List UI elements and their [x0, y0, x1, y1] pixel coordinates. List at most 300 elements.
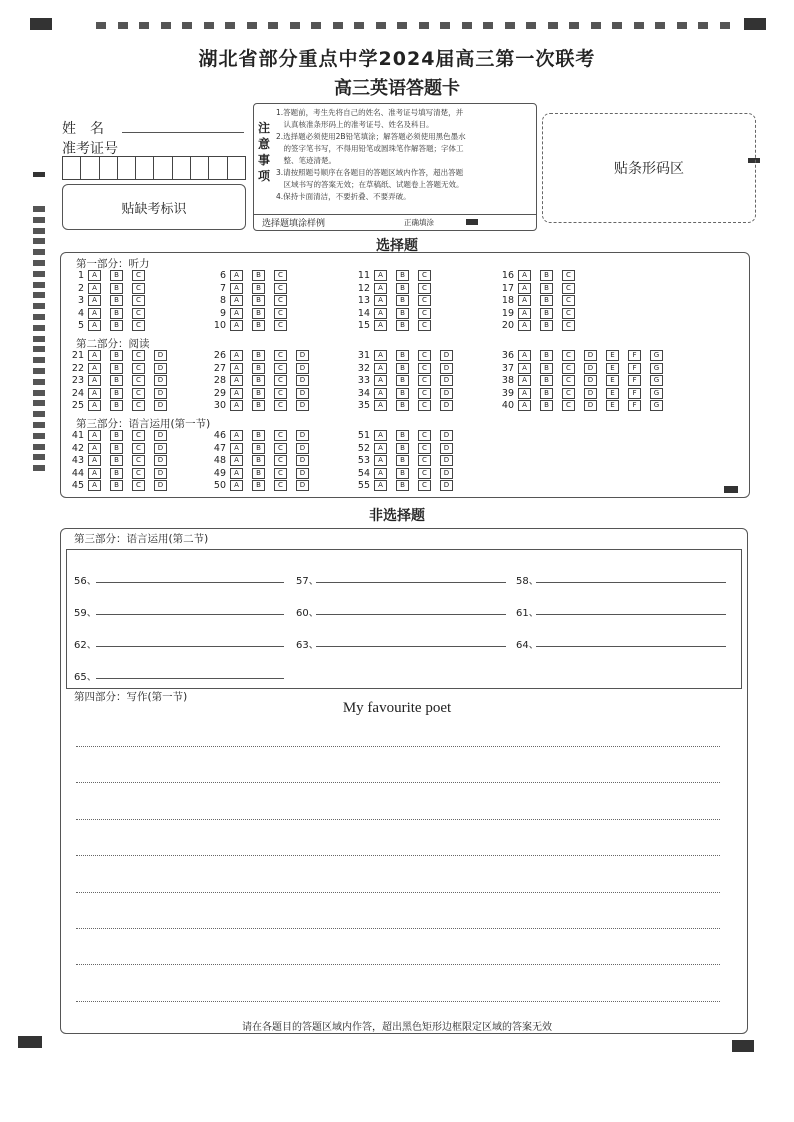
option-A-bubble[interactable]: A: [374, 320, 387, 331]
option-C-bubble[interactable]: C: [132, 430, 145, 441]
option-A-bubble[interactable]: A: [88, 480, 101, 491]
option-C-bubble[interactable]: C: [418, 455, 431, 466]
option-C-bubble[interactable]: C: [274, 308, 287, 319]
option-C-bubble[interactable]: C: [274, 375, 287, 386]
option-C-bubble[interactable]: C: [274, 363, 287, 374]
option-A-bubble[interactable]: A: [88, 270, 101, 281]
option-B-bubble[interactable]: B: [396, 480, 409, 491]
option-B-bubble[interactable]: B: [110, 283, 123, 294]
essay-line[interactable]: [76, 819, 720, 820]
option-D-bubble[interactable]: D: [584, 388, 597, 399]
timing-mark: [33, 260, 45, 266]
option-D-bubble[interactable]: D: [154, 480, 167, 491]
option-B-bubble[interactable]: B: [252, 363, 265, 374]
timing-mark: [655, 22, 665, 29]
option-C-bubble[interactable]: C: [562, 400, 575, 411]
option-A-bubble[interactable]: A: [230, 455, 243, 466]
option-D-bubble[interactable]: D: [296, 363, 309, 374]
option-C-bubble[interactable]: C: [418, 363, 431, 374]
option-C-bubble[interactable]: C: [132, 400, 145, 411]
option-C-bubble[interactable]: C: [132, 295, 145, 306]
question-number: 53: [357, 455, 370, 467]
option-D-bubble[interactable]: D: [584, 400, 597, 411]
option-A-bubble[interactable]: A: [518, 363, 531, 374]
essay-line[interactable]: [76, 782, 720, 783]
option-D-bubble[interactable]: D: [296, 468, 309, 479]
question-number: 41: [71, 430, 84, 441]
option-A-bubble[interactable]: A: [88, 363, 101, 374]
question-number: 42: [71, 442, 84, 454]
option-D-bubble[interactable]: D: [584, 350, 597, 361]
option-C-bubble[interactable]: C: [274, 400, 287, 411]
option-A-bubble[interactable]: A: [230, 283, 243, 294]
blank-64-field[interactable]: [536, 646, 726, 647]
blank-64-label: 64、: [516, 640, 539, 651]
option-B-bubble[interactable]: B: [110, 468, 123, 479]
option-C-bubble[interactable]: C: [132, 375, 145, 386]
option-B-bubble[interactable]: B: [252, 295, 265, 306]
question-number: 54: [357, 467, 370, 479]
question-number: 8: [219, 295, 226, 307]
option-A-bubble[interactable]: A: [230, 375, 243, 386]
option-B-bubble[interactable]: B: [110, 388, 123, 399]
option-D-bubble[interactable]: D: [296, 388, 309, 399]
option-A-bubble[interactable]: A: [374, 283, 387, 294]
option-D-bubble[interactable]: D: [154, 350, 167, 361]
option-A-bubble[interactable]: A: [374, 308, 387, 319]
corner-mark-bottom-left: [18, 1036, 42, 1048]
option-A-bubble[interactable]: A: [518, 388, 531, 399]
option-C-bubble[interactable]: C: [418, 430, 431, 441]
option-D-bubble[interactable]: D: [440, 443, 453, 454]
option-D-bubble[interactable]: D: [296, 443, 309, 454]
option-B-bubble[interactable]: B: [252, 480, 265, 491]
option-B-bubble[interactable]: B: [396, 363, 409, 374]
option-C-bubble[interactable]: C: [418, 270, 431, 281]
option-C-bubble[interactable]: C: [418, 283, 431, 294]
option-C-bubble[interactable]: C: [418, 350, 431, 361]
option-C-bubble[interactable]: C: [562, 320, 575, 331]
option-C-bubble[interactable]: C: [274, 468, 287, 479]
blank-57-field[interactable]: [316, 582, 506, 583]
option-A-bubble[interactable]: A: [518, 320, 531, 331]
option-D-bubble[interactable]: D: [296, 400, 309, 411]
option-A-bubble[interactable]: A: [88, 308, 101, 319]
option-B-bubble[interactable]: B: [110, 308, 123, 319]
question-number: 33: [357, 375, 370, 387]
option-D-bubble[interactable]: D: [440, 455, 453, 466]
option-A-bubble[interactable]: A: [374, 468, 387, 479]
option-B-bubble[interactable]: B: [110, 430, 123, 441]
option-B-bubble[interactable]: B: [396, 308, 409, 319]
corner-mark-top-right: [744, 18, 766, 30]
option-C-bubble[interactable]: C: [418, 295, 431, 306]
option-B-bubble[interactable]: B: [540, 388, 553, 399]
option-B-bubble[interactable]: B: [252, 388, 265, 399]
blank-56-field[interactable]: [96, 582, 284, 583]
timing-mark: [569, 22, 579, 29]
question-number: 34: [357, 387, 370, 399]
option-B-bubble[interactable]: B: [396, 388, 409, 399]
option-C-bubble[interactable]: C: [274, 443, 287, 454]
option-B-bubble[interactable]: B: [110, 363, 123, 374]
option-A-bubble[interactable]: A: [374, 270, 387, 281]
question-number: 30: [213, 400, 226, 412]
question-34: [354, 388, 462, 400]
option-C-bubble[interactable]: C: [418, 375, 431, 386]
option-B-bubble[interactable]: B: [396, 375, 409, 386]
name-field[interactable]: [122, 132, 244, 133]
question-46: [210, 430, 318, 442]
blank-60-field[interactable]: [316, 614, 506, 615]
timing-mark: [225, 22, 235, 29]
option-B-bubble[interactable]: B: [252, 443, 265, 454]
option-B-bubble[interactable]: B: [540, 400, 553, 411]
option-B-bubble[interactable]: B: [110, 375, 123, 386]
option-A-bubble[interactable]: A: [88, 400, 101, 411]
option-E-bubble[interactable]: E: [606, 375, 619, 386]
option-D-bubble[interactable]: D: [296, 350, 309, 361]
question-21: [68, 350, 176, 362]
timing-mark: [483, 22, 493, 29]
option-C-bubble[interactable]: C: [132, 320, 145, 331]
option-A-bubble[interactable]: A: [230, 320, 243, 331]
option-D-bubble[interactable]: D: [154, 443, 167, 454]
option-E-bubble[interactable]: E: [606, 400, 619, 411]
question-number: 23: [71, 375, 84, 387]
option-G-bubble[interactable]: G: [650, 363, 663, 374]
option-A-bubble[interactable]: A: [230, 400, 243, 411]
option-B-bubble[interactable]: B: [252, 308, 265, 319]
option-B-bubble[interactable]: B: [396, 295, 409, 306]
timing-mark: [33, 282, 45, 288]
option-B-bubble[interactable]: B: [540, 350, 553, 361]
essay-line[interactable]: [76, 746, 720, 747]
choice-section-title: 选择题: [376, 238, 418, 254]
timing-mark: [354, 22, 364, 29]
option-C-bubble[interactable]: C: [418, 468, 431, 479]
option-F-bubble[interactable]: F: [628, 375, 641, 386]
option-A-bubble[interactable]: A: [230, 270, 243, 281]
option-C-bubble[interactable]: C: [274, 295, 287, 306]
option-A-bubble[interactable]: A: [374, 388, 387, 399]
essay-line[interactable]: [76, 855, 720, 856]
question-number: 38: [501, 375, 514, 387]
question-number: 50: [213, 480, 226, 492]
question-40: [498, 400, 672, 412]
option-G-bubble[interactable]: G: [650, 375, 663, 386]
option-A-bubble[interactable]: A: [374, 375, 387, 386]
option-C-bubble[interactable]: C: [418, 320, 431, 331]
blank-61-field[interactable]: [536, 614, 726, 615]
blank-58-field[interactable]: [536, 582, 726, 583]
blank-63-label: 63、: [296, 640, 319, 651]
option-C-bubble[interactable]: C: [274, 270, 287, 281]
option-A-bubble[interactable]: A: [518, 400, 531, 411]
question-number: 39: [501, 387, 514, 399]
question-number: 3: [77, 295, 84, 307]
option-A-bubble[interactable]: A: [374, 455, 387, 466]
option-E-bubble[interactable]: E: [606, 363, 619, 374]
question-42: [68, 443, 176, 455]
question-24: [68, 388, 176, 400]
option-C-bubble[interactable]: C: [418, 388, 431, 399]
option-A-bubble[interactable]: A: [230, 363, 243, 374]
option-A-bubble[interactable]: A: [88, 295, 101, 306]
corner-mark-top-left: [30, 18, 52, 30]
option-C-bubble[interactable]: C: [274, 320, 287, 331]
option-A-bubble[interactable]: A: [374, 350, 387, 361]
option-B-bubble[interactable]: B: [252, 320, 265, 331]
option-C-bubble[interactable]: C: [562, 375, 575, 386]
option-C-bubble[interactable]: C: [274, 480, 287, 491]
option-B-bubble[interactable]: B: [110, 320, 123, 331]
option-B-bubble[interactable]: B: [252, 468, 265, 479]
option-C-bubble[interactable]: C: [418, 400, 431, 411]
option-D-bubble[interactable]: D: [296, 455, 309, 466]
option-B-bubble[interactable]: B: [540, 308, 553, 319]
page-subtitle: 高三英语答题卡: [334, 78, 460, 99]
id-label: 准考证号: [62, 141, 118, 157]
option-B-bubble[interactable]: B: [252, 375, 265, 386]
option-F-bubble[interactable]: F: [628, 388, 641, 399]
option-D-bubble[interactable]: D: [440, 363, 453, 374]
option-C-bubble[interactable]: C: [274, 455, 287, 466]
option-D-bubble[interactable]: D: [440, 388, 453, 399]
question-number: 14: [357, 307, 370, 319]
option-A-bubble[interactable]: A: [374, 443, 387, 454]
option-G-bubble[interactable]: G: [650, 388, 663, 399]
option-C-bubble[interactable]: C: [132, 455, 145, 466]
option-B-bubble[interactable]: B: [396, 270, 409, 281]
option-D-bubble[interactable]: D: [584, 375, 597, 386]
question-54: [354, 468, 462, 480]
option-C-bubble[interactable]: C: [562, 295, 575, 306]
option-A-bubble[interactable]: A: [230, 350, 243, 361]
option-A-bubble[interactable]: A: [518, 270, 531, 281]
option-F-bubble[interactable]: F: [628, 350, 641, 361]
option-A-bubble[interactable]: A: [88, 283, 101, 294]
timing-mark: [118, 22, 128, 29]
option-D-bubble[interactable]: D: [440, 430, 453, 441]
option-C-bubble[interactable]: C: [562, 270, 575, 281]
option-A-bubble[interactable]: A: [518, 295, 531, 306]
option-B-bubble[interactable]: B: [110, 443, 123, 454]
option-A-bubble[interactable]: A: [518, 308, 531, 319]
option-G-bubble[interactable]: G: [650, 400, 663, 411]
option-C-bubble[interactable]: C: [132, 363, 145, 374]
option-G-bubble[interactable]: G: [650, 350, 663, 361]
option-C-bubble[interactable]: C: [562, 350, 575, 361]
blank-62-field[interactable]: [96, 646, 284, 647]
option-D-bubble[interactable]: D: [440, 480, 453, 491]
option-B-bubble[interactable]: B: [396, 468, 409, 479]
timing-mark: [33, 357, 45, 363]
option-B-bubble[interactable]: B: [252, 350, 265, 361]
option-B-bubble[interactable]: B: [540, 375, 553, 386]
option-C-bubble[interactable]: C: [562, 283, 575, 294]
option-D-bubble[interactable]: D: [584, 363, 597, 374]
option-C-bubble[interactable]: C: [132, 388, 145, 399]
option-D-bubble[interactable]: D: [440, 350, 453, 361]
option-A-bubble[interactable]: A: [230, 388, 243, 399]
blank-63-field[interactable]: [316, 646, 506, 647]
option-B-bubble[interactable]: B: [252, 270, 265, 281]
option-D-bubble[interactable]: D: [296, 480, 309, 491]
option-B-bubble[interactable]: B: [252, 400, 265, 411]
option-F-bubble[interactable]: F: [628, 400, 641, 411]
option-A-bubble[interactable]: A: [374, 480, 387, 491]
option-E-bubble[interactable]: E: [606, 388, 619, 399]
option-B-bubble[interactable]: B: [540, 320, 553, 331]
option-A-bubble[interactable]: A: [518, 375, 531, 386]
missing-exam-mark-box[interactable]: [62, 184, 246, 230]
option-B-bubble[interactable]: B: [110, 295, 123, 306]
option-C-bubble[interactable]: C: [274, 350, 287, 361]
option-C-bubble[interactable]: C: [274, 283, 287, 294]
blank-60-label: 60、: [296, 608, 319, 619]
option-C-bubble[interactable]: C: [132, 480, 145, 491]
option-F-bubble[interactable]: F: [628, 363, 641, 374]
option-D-bubble[interactable]: D: [154, 468, 167, 479]
option-D-bubble[interactable]: D: [440, 468, 453, 479]
question-28: [210, 375, 318, 387]
option-C-bubble[interactable]: C: [562, 308, 575, 319]
question-12: [354, 283, 440, 295]
question-number: 15: [357, 320, 370, 332]
blank-65-field[interactable]: [96, 678, 284, 679]
option-A-bubble[interactable]: A: [88, 375, 101, 386]
option-A-bubble[interactable]: A: [88, 443, 101, 454]
option-E-bubble[interactable]: E: [606, 350, 619, 361]
option-B-bubble[interactable]: B: [110, 480, 123, 491]
timing-mark: [526, 22, 536, 29]
timing-mark: [591, 22, 601, 29]
option-C-bubble[interactable]: C: [418, 443, 431, 454]
option-D-bubble[interactable]: D: [154, 375, 167, 386]
option-C-bubble[interactable]: C: [132, 443, 145, 454]
option-A-bubble[interactable]: A: [374, 363, 387, 374]
option-B-bubble[interactable]: B: [396, 455, 409, 466]
option-A-bubble[interactable]: A: [230, 480, 243, 491]
option-B-bubble[interactable]: B: [396, 283, 409, 294]
option-B-bubble[interactable]: B: [110, 270, 123, 281]
option-D-bubble[interactable]: D: [154, 455, 167, 466]
essay-line[interactable]: [76, 964, 720, 965]
option-C-bubble[interactable]: C: [418, 480, 431, 491]
essay-line[interactable]: [76, 928, 720, 929]
option-A-bubble[interactable]: A: [374, 295, 387, 306]
option-C-bubble[interactable]: C: [274, 430, 287, 441]
option-B-bubble[interactable]: B: [252, 455, 265, 466]
question-number: 13: [357, 295, 370, 307]
option-D-bubble[interactable]: D: [440, 375, 453, 386]
option-B-bubble[interactable]: B: [252, 430, 265, 441]
option-B-bubble[interactable]: B: [540, 283, 553, 294]
notice-label: 注 意 事 项: [258, 121, 271, 183]
option-A-bubble[interactable]: A: [88, 388, 101, 399]
option-A-bubble[interactable]: A: [88, 468, 101, 479]
timing-mark: [33, 217, 45, 223]
option-B-bubble[interactable]: B: [540, 295, 553, 306]
question-45: [68, 480, 176, 492]
question-16: [498, 270, 584, 282]
option-B-bubble[interactable]: B: [540, 270, 553, 281]
option-C-bubble[interactable]: C: [132, 350, 145, 361]
option-B-bubble[interactable]: B: [396, 430, 409, 441]
option-B-bubble[interactable]: B: [252, 283, 265, 294]
option-A-bubble[interactable]: A: [230, 468, 243, 479]
option-D-bubble[interactable]: D: [296, 375, 309, 386]
option-C-bubble[interactable]: C: [562, 388, 575, 399]
question-20: [498, 320, 584, 332]
option-B-bubble[interactable]: B: [396, 320, 409, 331]
timing-mark: [204, 22, 214, 29]
option-A-bubble[interactable]: A: [88, 455, 101, 466]
option-B-bubble[interactable]: B: [110, 400, 123, 411]
option-A-bubble[interactable]: A: [88, 320, 101, 331]
question-3: [68, 295, 154, 307]
option-A-bubble[interactable]: A: [88, 430, 101, 441]
option-D-bubble[interactable]: D: [154, 400, 167, 411]
question-number: 7: [219, 282, 226, 294]
part3b-label: 第三部分：语言运用(第二节): [74, 533, 209, 545]
question-number: 24: [71, 387, 84, 399]
part3b-box: [66, 549, 742, 689]
option-B-bubble[interactable]: B: [396, 400, 409, 411]
option-A-bubble[interactable]: A: [230, 295, 243, 306]
option-A-bubble[interactable]: A: [518, 350, 531, 361]
blank-59-field[interactable]: [96, 614, 284, 615]
option-B-bubble[interactable]: B: [110, 455, 123, 466]
option-D-bubble[interactable]: D: [154, 430, 167, 441]
timing-mark: [33, 314, 45, 320]
option-B-bubble[interactable]: B: [396, 443, 409, 454]
option-D-bubble[interactable]: D: [154, 388, 167, 399]
id-number-grid[interactable]: [62, 156, 246, 180]
option-A-bubble[interactable]: A: [230, 430, 243, 441]
option-C-bubble[interactable]: C: [132, 283, 145, 294]
option-C-bubble[interactable]: C: [418, 308, 431, 319]
option-A-bubble[interactable]: A: [518, 283, 531, 294]
option-D-bubble[interactable]: D: [440, 400, 453, 411]
essay-line[interactable]: [76, 1001, 720, 1002]
option-A-bubble[interactable]: A: [374, 400, 387, 411]
option-B-bubble[interactable]: B: [540, 363, 553, 374]
option-A-bubble[interactable]: A: [230, 308, 243, 319]
option-C-bubble[interactable]: C: [274, 388, 287, 399]
option-C-bubble[interactable]: C: [132, 308, 145, 319]
option-B-bubble[interactable]: B: [396, 350, 409, 361]
question-14: [354, 308, 440, 320]
option-C-bubble[interactable]: C: [132, 468, 145, 479]
option-B-bubble[interactable]: B: [110, 350, 123, 361]
question-number: 20: [501, 320, 514, 332]
option-A-bubble[interactable]: A: [88, 350, 101, 361]
essay-line[interactable]: [76, 892, 720, 893]
option-C-bubble[interactable]: C: [132, 270, 145, 281]
blank-61-label: 61、: [516, 608, 539, 619]
question-47: [210, 443, 318, 455]
option-D-bubble[interactable]: D: [296, 430, 309, 441]
timing-mark: [33, 206, 45, 212]
option-A-bubble[interactable]: A: [230, 443, 243, 454]
option-C-bubble[interactable]: C: [562, 363, 575, 374]
option-A-bubble[interactable]: A: [374, 430, 387, 441]
timing-mark: [612, 22, 622, 29]
question-49: [210, 468, 318, 480]
option-D-bubble[interactable]: D: [154, 363, 167, 374]
